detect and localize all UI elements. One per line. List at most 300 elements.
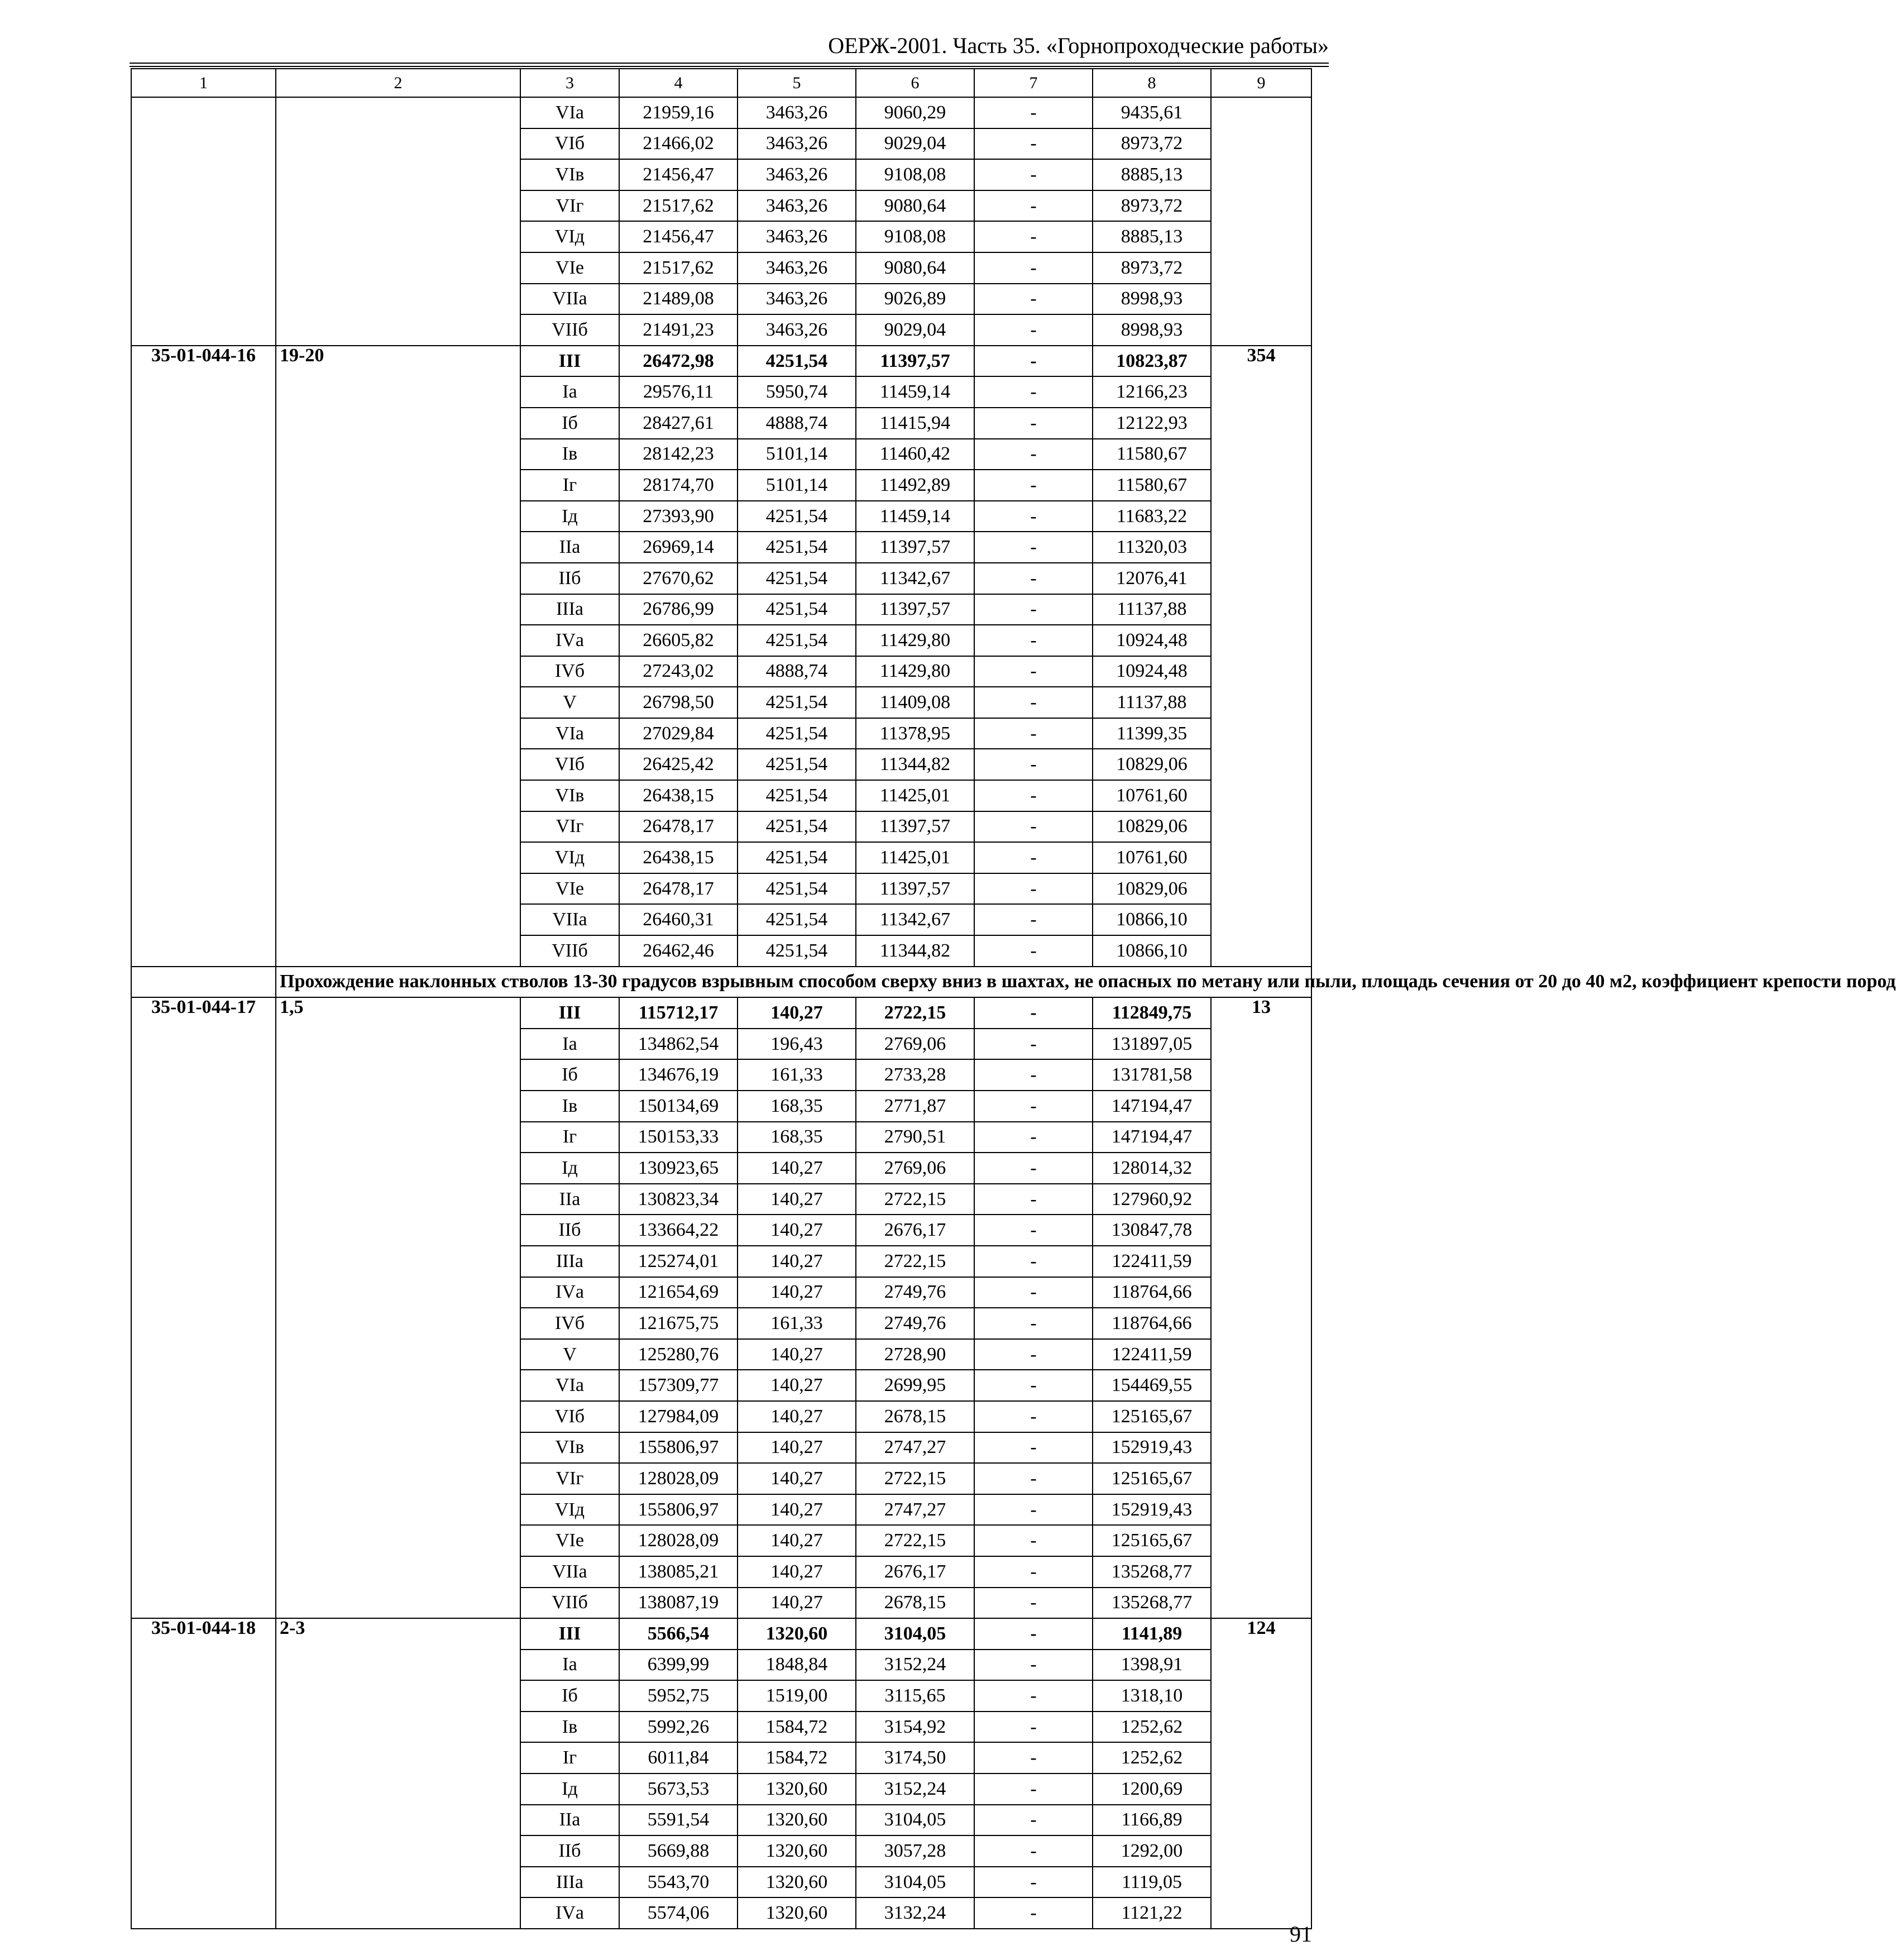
materials-cost-cell: 122411,59 bbox=[1093, 1246, 1211, 1277]
column-number-cell: 7 bbox=[974, 69, 1093, 97]
labor-cost-cell: 5950,74 bbox=[738, 376, 856, 408]
driver-wage-cell: - bbox=[974, 749, 1093, 780]
materials-cost-cell: 1292,00 bbox=[1093, 1835, 1211, 1867]
zone-cell: Iд bbox=[520, 501, 619, 532]
materials-cost-cell: 1252,62 bbox=[1093, 1742, 1211, 1773]
total-cost-cell: 28427,61 bbox=[619, 408, 738, 439]
machine-cost-cell: 2722,15 bbox=[856, 1463, 974, 1494]
zone-cell: VIв bbox=[520, 159, 619, 190]
materials-cost-cell: 1166,89 bbox=[1093, 1805, 1211, 1836]
section-title: Прохождение наклонных стволов 13-30 градусов взрывным способом сверху вниз в шахтах, не опасных по метану или пыли, площадь сечения от 20 до 40 м2, коэффициент крепости пород bbox=[276, 967, 1311, 998]
machine-cost-cell: 2769,06 bbox=[856, 1029, 974, 1060]
machine-cost-cell: 11397,57 bbox=[856, 532, 974, 563]
total-cost-cell: 138087,19 bbox=[619, 1588, 738, 1619]
labor-cost-cell: 3463,26 bbox=[738, 97, 856, 128]
zone-cell: IVа bbox=[520, 625, 619, 656]
labor-cost-cell: 168,35 bbox=[738, 1122, 856, 1153]
driver-wage-cell: - bbox=[974, 1805, 1093, 1836]
zone-cell: IIб bbox=[520, 563, 619, 594]
machine-cost-cell: 9080,64 bbox=[856, 252, 974, 284]
materials-cost-cell: 10761,60 bbox=[1093, 780, 1211, 811]
zone-cell: Iб bbox=[520, 1680, 619, 1712]
driver-wage-cell: - bbox=[974, 376, 1093, 408]
driver-wage-cell: - bbox=[974, 346, 1093, 377]
machine-cost-cell: 3104,05 bbox=[856, 1618, 974, 1650]
machine-cost-cell: 9080,64 bbox=[856, 190, 974, 222]
total-cost-cell: 28142,23 bbox=[619, 439, 738, 470]
materials-cost-cell: 10829,06 bbox=[1093, 873, 1211, 905]
column-number-cell: 9 bbox=[1211, 69, 1311, 97]
column-number-cell: 3 bbox=[520, 69, 619, 97]
zone-cell: IIб bbox=[520, 1215, 619, 1246]
driver-wage-cell: - bbox=[974, 190, 1093, 222]
machine-cost-cell: 2722,15 bbox=[856, 1184, 974, 1215]
total-cost-cell: 21456,47 bbox=[619, 221, 738, 252]
labor-cost-cell: 140,27 bbox=[738, 1432, 856, 1464]
column-number-cell: 5 bbox=[738, 69, 856, 97]
labor-cost-cell: 3463,26 bbox=[738, 314, 856, 346]
zone-cell: VIе bbox=[520, 252, 619, 284]
rate-code-cell bbox=[131, 97, 276, 346]
driver-wage-cell: - bbox=[974, 718, 1093, 749]
materials-cost-cell: 11320,03 bbox=[1093, 532, 1211, 563]
driver-wage-cell: - bbox=[974, 1308, 1093, 1339]
total-cost-cell: 155806,97 bbox=[619, 1432, 738, 1464]
materials-cost-cell: 1200,69 bbox=[1093, 1773, 1211, 1805]
labor-cost-cell: 196,43 bbox=[738, 1029, 856, 1060]
labor-cost-cell: 3463,26 bbox=[738, 128, 856, 160]
materials-cost-cell: 135268,77 bbox=[1093, 1556, 1211, 1588]
total-cost-cell: 21959,16 bbox=[619, 97, 738, 128]
driver-wage-cell: - bbox=[974, 1432, 1093, 1464]
machine-cost-cell: 11378,95 bbox=[856, 718, 974, 749]
total-cost-cell: 26969,14 bbox=[619, 532, 738, 563]
driver-wage-cell: - bbox=[974, 470, 1093, 501]
table-row bbox=[131, 346, 1311, 377]
column-number-row bbox=[131, 69, 1311, 97]
machine-cost-cell: 3104,05 bbox=[856, 1805, 974, 1836]
labor-cost-cell: 3463,26 bbox=[738, 159, 856, 190]
zone-cell: Iа bbox=[520, 1650, 619, 1681]
column-number-cell: 1 bbox=[131, 69, 276, 97]
total-cost-cell: 155806,97 bbox=[619, 1494, 738, 1526]
total-cost-cell: 130923,65 bbox=[619, 1153, 738, 1184]
machine-cost-cell: 3152,24 bbox=[856, 1650, 974, 1681]
materials-cost-cell: 1398,91 bbox=[1093, 1650, 1211, 1681]
machine-cost-cell: 2733,28 bbox=[856, 1059, 974, 1091]
driver-wage-cell: - bbox=[974, 1867, 1093, 1898]
zone-cell: V bbox=[520, 687, 619, 718]
labor-cost-cell: 1320,60 bbox=[738, 1867, 856, 1898]
zone-cell: IIIа bbox=[520, 1246, 619, 1277]
total-cost-cell: 27393,90 bbox=[619, 501, 738, 532]
labor-cost-cell: 140,27 bbox=[738, 997, 856, 1029]
materials-cost-cell: 125165,67 bbox=[1093, 1463, 1211, 1494]
materials-cost-cell: 1121,22 bbox=[1093, 1897, 1211, 1929]
total-cost-cell: 150153,33 bbox=[619, 1122, 738, 1153]
machine-cost-cell: 11397,57 bbox=[856, 873, 974, 905]
machine-cost-cell: 2676,17 bbox=[856, 1556, 974, 1588]
zone-cell: VIIа bbox=[520, 1556, 619, 1588]
machine-cost-cell: 9029,04 bbox=[856, 128, 974, 160]
materials-cost-cell: 10823,87 bbox=[1093, 346, 1211, 377]
materials-cost-cell: 152919,43 bbox=[1093, 1432, 1211, 1464]
labor-cost-cell: 168,35 bbox=[738, 1091, 856, 1122]
materials-cost-cell: 147194,47 bbox=[1093, 1122, 1211, 1153]
labor-cost-cell: 140,27 bbox=[738, 1556, 856, 1588]
labor-cost-cell: 4251,54 bbox=[738, 532, 856, 563]
zone-cell: VIе bbox=[520, 1525, 619, 1556]
zone-cell: VIд bbox=[520, 1494, 619, 1526]
zone-cell: VIб bbox=[520, 1401, 619, 1432]
total-cost-cell: 127984,09 bbox=[619, 1401, 738, 1432]
total-cost-cell: 27029,84 bbox=[619, 718, 738, 749]
zone-cell: VIд bbox=[520, 221, 619, 252]
machine-cost-cell: 3154,92 bbox=[856, 1712, 974, 1743]
rate-code-cell: 35-01-044-17 bbox=[131, 997, 276, 1618]
labor-cost-cell: 1320,60 bbox=[738, 1773, 856, 1805]
driver-wage-cell: - bbox=[974, 532, 1093, 563]
materials-cost-cell: 12076,41 bbox=[1093, 563, 1211, 594]
driver-wage-cell: - bbox=[974, 1742, 1093, 1773]
labor-cost-cell: 4251,54 bbox=[738, 904, 856, 935]
total-cost-cell: 130823,34 bbox=[619, 1184, 738, 1215]
driver-wage-cell: - bbox=[974, 997, 1093, 1029]
driver-wage-cell: - bbox=[974, 1091, 1093, 1122]
materials-cost-cell: 11399,35 bbox=[1093, 718, 1211, 749]
machine-cost-cell: 11425,01 bbox=[856, 780, 974, 811]
driver-wage-cell: - bbox=[974, 97, 1093, 128]
machine-cost-cell: 11459,14 bbox=[856, 501, 974, 532]
materials-cost-cell: 8973,72 bbox=[1093, 190, 1211, 222]
machine-cost-cell: 2678,15 bbox=[856, 1588, 974, 1619]
machine-cost-cell: 2749,76 bbox=[856, 1308, 974, 1339]
total-cost-cell: 150134,69 bbox=[619, 1091, 738, 1122]
driver-wage-cell: - bbox=[974, 811, 1093, 843]
driver-wage-cell: - bbox=[974, 1618, 1093, 1650]
driver-wage-cell: - bbox=[974, 1277, 1093, 1308]
labor-cost-cell: 140,27 bbox=[738, 1215, 856, 1246]
labor-cost-cell: 3463,26 bbox=[738, 190, 856, 222]
machine-cost-cell: 11344,82 bbox=[856, 749, 974, 780]
materials-cost-cell: 131781,58 bbox=[1093, 1059, 1211, 1091]
driver-wage-cell: - bbox=[974, 1712, 1093, 1743]
materials-cost-cell: 147194,47 bbox=[1093, 1091, 1211, 1122]
zone-cell: VIб bbox=[520, 128, 619, 160]
materials-cost-cell: 127960,92 bbox=[1093, 1184, 1211, 1215]
machine-cost-cell: 11397,57 bbox=[856, 811, 974, 843]
materials-cost-cell: 118764,66 bbox=[1093, 1308, 1211, 1339]
zone-cell: VIIб bbox=[520, 314, 619, 346]
total-cost-cell: 157309,77 bbox=[619, 1370, 738, 1401]
driver-wage-cell: - bbox=[974, 687, 1093, 718]
labor-cost-cell: 1320,60 bbox=[738, 1897, 856, 1929]
zone-cell: Iа bbox=[520, 376, 619, 408]
zone-cell: IIа bbox=[520, 1805, 619, 1836]
zone-cell: VIIб bbox=[520, 935, 619, 967]
zone-cell: VIIб bbox=[520, 1588, 619, 1619]
total-cost-cell: 121654,69 bbox=[619, 1277, 738, 1308]
machine-cost-cell: 11492,89 bbox=[856, 470, 974, 501]
labor-cost-cell: 4251,54 bbox=[738, 873, 856, 905]
materials-cost-cell: 8973,72 bbox=[1093, 252, 1211, 284]
zone-cell: VIIа bbox=[520, 904, 619, 935]
labor-cost-cell: 4251,54 bbox=[738, 501, 856, 532]
machine-cost-cell: 3104,05 bbox=[856, 1867, 974, 1898]
rock-hardness-cell bbox=[276, 97, 520, 346]
zone-cell: VIд bbox=[520, 842, 619, 873]
total-cost-cell: 26798,50 bbox=[619, 687, 738, 718]
zone-cell: IVа bbox=[520, 1277, 619, 1308]
labor-cost-cell: 140,27 bbox=[738, 1401, 856, 1432]
zone-cell: Iв bbox=[520, 1712, 619, 1743]
machine-cost-cell: 3057,28 bbox=[856, 1835, 974, 1867]
machine-cost-cell: 11459,14 bbox=[856, 376, 974, 408]
total-cost-cell: 21466,02 bbox=[619, 128, 738, 160]
materials-cost-cell: 1252,62 bbox=[1093, 1712, 1211, 1743]
zone-cell: Iб bbox=[520, 408, 619, 439]
labor-hours-cell: 13 bbox=[1211, 997, 1311, 1618]
zone-cell: IIб bbox=[520, 1835, 619, 1867]
machine-cost-cell: 3132,24 bbox=[856, 1897, 974, 1929]
total-cost-cell: 5669,88 bbox=[619, 1835, 738, 1867]
total-cost-cell: 27670,62 bbox=[619, 563, 738, 594]
materials-cost-cell: 11580,67 bbox=[1093, 470, 1211, 501]
materials-cost-cell: 1318,10 bbox=[1093, 1680, 1211, 1712]
total-cost-cell: 21517,62 bbox=[619, 252, 738, 284]
machine-cost-cell: 11409,08 bbox=[856, 687, 974, 718]
labor-hours-cell: 124 bbox=[1211, 1618, 1311, 1929]
machine-cost-cell: 11425,01 bbox=[856, 842, 974, 873]
machine-cost-cell: 2676,17 bbox=[856, 1215, 974, 1246]
labor-cost-cell: 4251,54 bbox=[738, 749, 856, 780]
zone-cell: IVб bbox=[520, 656, 619, 687]
labor-cost-cell: 4251,54 bbox=[738, 625, 856, 656]
materials-cost-cell: 8973,72 bbox=[1093, 128, 1211, 160]
materials-cost-cell: 10829,06 bbox=[1093, 749, 1211, 780]
labor-cost-cell: 1320,60 bbox=[738, 1618, 856, 1650]
labor-cost-cell: 4251,54 bbox=[738, 811, 856, 843]
page-number: 91 bbox=[1290, 1921, 1312, 1947]
zone-cell: III bbox=[520, 997, 619, 1029]
materials-cost-cell: 11137,88 bbox=[1093, 687, 1211, 718]
materials-cost-cell: 122411,59 bbox=[1093, 1339, 1211, 1370]
driver-wage-cell: - bbox=[974, 1246, 1093, 1277]
total-cost-cell: 125280,76 bbox=[619, 1339, 738, 1370]
zone-cell: Iг bbox=[520, 1122, 619, 1153]
materials-cost-cell: 8998,93 bbox=[1093, 284, 1211, 315]
driver-wage-cell: - bbox=[974, 221, 1093, 252]
labor-cost-cell: 1584,72 bbox=[738, 1742, 856, 1773]
labor-cost-cell: 4251,54 bbox=[738, 687, 856, 718]
column-number-cell: 4 bbox=[619, 69, 738, 97]
materials-cost-cell: 1141,89 bbox=[1093, 1618, 1211, 1650]
machine-cost-cell: 2722,15 bbox=[856, 1246, 974, 1277]
machine-cost-cell: 9108,08 bbox=[856, 221, 974, 252]
zone-cell: Iб bbox=[520, 1059, 619, 1091]
machine-cost-cell: 11460,42 bbox=[856, 439, 974, 470]
machine-cost-cell: 2747,27 bbox=[856, 1494, 974, 1526]
zone-cell: VIIа bbox=[520, 284, 619, 315]
zone-cell: VIе bbox=[520, 873, 619, 905]
driver-wage-cell: - bbox=[974, 501, 1093, 532]
zone-cell: VIг bbox=[520, 190, 619, 222]
materials-cost-cell: 118764,66 bbox=[1093, 1277, 1211, 1308]
total-cost-cell: 5591,54 bbox=[619, 1805, 738, 1836]
total-cost-cell: 26605,82 bbox=[619, 625, 738, 656]
column-number-cell: 2 bbox=[276, 69, 520, 97]
labor-cost-cell: 140,27 bbox=[738, 1339, 856, 1370]
total-cost-cell: 5574,06 bbox=[619, 1897, 738, 1929]
labor-cost-cell: 140,27 bbox=[738, 1588, 856, 1619]
zone-cell: VIг bbox=[520, 1463, 619, 1494]
zone-cell: Iд bbox=[520, 1773, 619, 1805]
machine-cost-cell: 2769,06 bbox=[856, 1153, 974, 1184]
driver-wage-cell: - bbox=[974, 1215, 1093, 1246]
zone-cell: VIа bbox=[520, 97, 619, 128]
table-row bbox=[131, 97, 1311, 128]
machine-cost-cell: 2722,15 bbox=[856, 1525, 974, 1556]
total-cost-cell: 115712,17 bbox=[619, 997, 738, 1029]
total-cost-cell: 26438,15 bbox=[619, 780, 738, 811]
driver-wage-cell: - bbox=[974, 842, 1093, 873]
materials-cost-cell: 10924,48 bbox=[1093, 656, 1211, 687]
driver-wage-cell: - bbox=[974, 780, 1093, 811]
zone-cell: III bbox=[520, 346, 619, 377]
materials-cost-cell: 10829,06 bbox=[1093, 811, 1211, 843]
materials-cost-cell: 12122,93 bbox=[1093, 408, 1211, 439]
zone-cell: Iг bbox=[520, 470, 619, 501]
total-cost-cell: 125274,01 bbox=[619, 1246, 738, 1277]
header-rule bbox=[130, 63, 1329, 64]
driver-wage-cell: - bbox=[974, 935, 1093, 967]
header-rule-second bbox=[130, 66, 1329, 67]
driver-wage-cell: - bbox=[974, 1650, 1093, 1681]
zone-cell: IVб bbox=[520, 1308, 619, 1339]
machine-cost-cell: 2771,87 bbox=[856, 1091, 974, 1122]
materials-cost-cell: 125165,67 bbox=[1093, 1525, 1211, 1556]
rate-code-cell: 35-01-044-18 bbox=[131, 1618, 276, 1929]
total-cost-cell: 134676,19 bbox=[619, 1059, 738, 1091]
driver-wage-cell: - bbox=[974, 1773, 1093, 1805]
materials-cost-cell: 154469,55 bbox=[1093, 1370, 1211, 1401]
materials-cost-cell: 1119,05 bbox=[1093, 1867, 1211, 1898]
materials-cost-cell: 128014,32 bbox=[1093, 1153, 1211, 1184]
total-cost-cell: 26786,99 bbox=[619, 594, 738, 625]
machine-cost-cell: 9026,89 bbox=[856, 284, 974, 315]
driver-wage-cell: - bbox=[974, 439, 1093, 470]
machine-cost-cell: 11429,80 bbox=[856, 625, 974, 656]
labor-cost-cell: 5101,14 bbox=[738, 470, 856, 501]
zone-cell: IIIа bbox=[520, 594, 619, 625]
driver-wage-cell: - bbox=[974, 159, 1093, 190]
labor-cost-cell: 4251,54 bbox=[738, 780, 856, 811]
zone-cell: Iд bbox=[520, 1153, 619, 1184]
labor-cost-cell: 1320,60 bbox=[738, 1805, 856, 1836]
driver-wage-cell: - bbox=[974, 873, 1093, 905]
driver-wage-cell: - bbox=[974, 904, 1093, 935]
rock-hardness-cell: 1,5 bbox=[276, 997, 520, 1618]
driver-wage-cell: - bbox=[974, 1680, 1093, 1712]
total-cost-cell: 21489,08 bbox=[619, 284, 738, 315]
materials-cost-cell: 125165,67 bbox=[1093, 1401, 1211, 1432]
driver-wage-cell: - bbox=[974, 656, 1093, 687]
materials-cost-cell: 10761,60 bbox=[1093, 842, 1211, 873]
total-cost-cell: 26438,15 bbox=[619, 842, 738, 873]
rates-table bbox=[131, 68, 1896, 1929]
total-cost-cell: 27243,02 bbox=[619, 656, 738, 687]
driver-wage-cell: - bbox=[974, 563, 1093, 594]
total-cost-cell: 26460,31 bbox=[619, 904, 738, 935]
machine-cost-cell: 11397,57 bbox=[856, 594, 974, 625]
materials-cost-cell: 10924,48 bbox=[1093, 625, 1211, 656]
zone-cell: VIа bbox=[520, 718, 619, 749]
zone-cell: Iг bbox=[520, 1742, 619, 1773]
labor-cost-cell: 4888,74 bbox=[738, 656, 856, 687]
materials-cost-cell: 152919,43 bbox=[1093, 1494, 1211, 1526]
driver-wage-cell: - bbox=[974, 1029, 1093, 1060]
total-cost-cell: 26472,98 bbox=[619, 346, 738, 377]
labor-cost-cell: 3463,26 bbox=[738, 221, 856, 252]
total-cost-cell: 133664,22 bbox=[619, 1215, 738, 1246]
total-cost-cell: 5673,53 bbox=[619, 1773, 738, 1805]
materials-cost-cell: 9435,61 bbox=[1093, 97, 1211, 128]
column-number-cell: 6 bbox=[856, 69, 974, 97]
machine-cost-cell: 11415,94 bbox=[856, 408, 974, 439]
materials-cost-cell: 8885,13 bbox=[1093, 221, 1211, 252]
section-spacer-cell bbox=[131, 967, 276, 998]
total-cost-cell: 26478,17 bbox=[619, 811, 738, 843]
total-cost-cell: 26425,42 bbox=[619, 749, 738, 780]
materials-cost-cell: 11683,22 bbox=[1093, 501, 1211, 532]
labor-cost-cell: 140,27 bbox=[738, 1153, 856, 1184]
labor-cost-cell: 4888,74 bbox=[738, 408, 856, 439]
driver-wage-cell: - bbox=[974, 128, 1093, 160]
machine-cost-cell: 2678,15 bbox=[856, 1401, 974, 1432]
labor-cost-cell: 140,27 bbox=[738, 1277, 856, 1308]
labor-cost-cell: 1584,72 bbox=[738, 1712, 856, 1743]
rate-code-cell: 35-01-044-16 bbox=[131, 346, 276, 967]
total-cost-cell: 128028,09 bbox=[619, 1525, 738, 1556]
total-cost-cell: 134862,54 bbox=[619, 1029, 738, 1060]
zone-cell: V bbox=[520, 1339, 619, 1370]
labor-cost-cell: 4251,54 bbox=[738, 718, 856, 749]
labor-cost-cell: 140,27 bbox=[738, 1370, 856, 1401]
labor-cost-cell: 4251,54 bbox=[738, 563, 856, 594]
table-row bbox=[131, 1618, 1311, 1650]
total-cost-cell: 5952,75 bbox=[619, 1680, 738, 1712]
labor-cost-cell: 4251,54 bbox=[738, 346, 856, 377]
total-cost-cell: 128028,09 bbox=[619, 1463, 738, 1494]
machine-cost-cell: 2749,76 bbox=[856, 1277, 974, 1308]
machine-cost-cell: 11344,82 bbox=[856, 935, 974, 967]
driver-wage-cell: - bbox=[974, 1525, 1093, 1556]
total-cost-cell: 6399,99 bbox=[619, 1650, 738, 1681]
zone-cell: Iв bbox=[520, 439, 619, 470]
total-cost-cell: 21456,47 bbox=[619, 159, 738, 190]
labor-cost-cell: 1519,00 bbox=[738, 1680, 856, 1712]
zone-cell: VIа bbox=[520, 1370, 619, 1401]
labor-cost-cell: 140,27 bbox=[738, 1525, 856, 1556]
materials-cost-cell: 11580,67 bbox=[1093, 439, 1211, 470]
materials-cost-cell: 131897,05 bbox=[1093, 1029, 1211, 1060]
zone-cell: VIб bbox=[520, 749, 619, 780]
machine-cost-cell: 2722,15 bbox=[856, 997, 974, 1029]
materials-cost-cell: 10866,10 bbox=[1093, 935, 1211, 967]
zone-cell: VIв bbox=[520, 1432, 619, 1464]
zone-cell: III bbox=[520, 1618, 619, 1650]
zone-cell: IVа bbox=[520, 1897, 619, 1929]
